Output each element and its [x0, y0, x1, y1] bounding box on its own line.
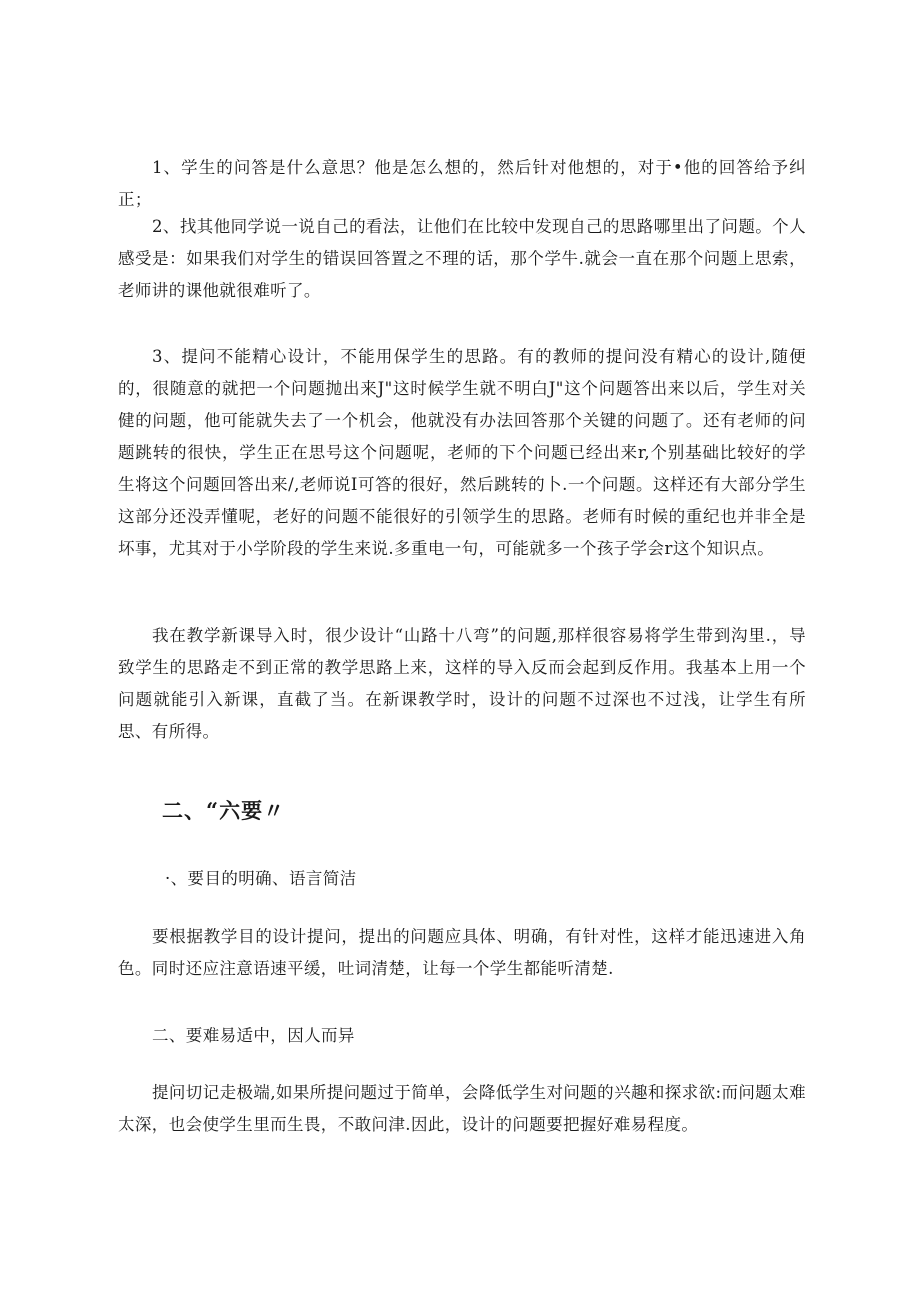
paragraph-2: 2、找其他同学说一说自己的看法，让他们在比较中发现自己的思路哪里出了问题。个人感受是：如果我们对学生的错误回答置之不理的话，那个学牛.就会一直在那个问题上思索，老师讲的课他就很难听了。 [118, 217, 806, 300]
item-1-title: ·、要目的明确、语言简洁 [165, 869, 357, 888]
paragraph-3: 3、提问不能精心设计，不能用保学生的思路。有的教师的提问没有精心的设计,随便的，很随意的就把一个问题抛出来J"这时候学生就不明白J"这个问题答出来以后，学生对关健的问题，他可能就失去了一个机会，他就没有办法回答那个关键的问题了。还有老师的问题跳转的很快，学生正在思号这个问题呢，老师的下个问题已经出来r,个别基础比较好的学生将这个问题回答出来/,老师说I可答的很好，然后跳转的卜.一个问题。这样还有大部分学生这部分还没弄懂呢，老好的问题不能很好的引领学生的思路。老师有时候的重纪也并非全是坏事，尤其对于小学阶段的学生来说.多重电一句，可能就多一个孩子学会r这个知识点。 [118, 347, 806, 558]
item-1-body: 要根据教学目的设计提问，提出的问题应具体、明确，有针对性，这样才能迅速进入角色。同时还应注意语速平缓，吐词清楚，让每一个学生都能听清楚. [118, 927, 806, 978]
item-2-title: 二、要难易适中，因人而异 [152, 1026, 355, 1045]
section-heading: 二、“六要〃 [162, 798, 286, 823]
item-2-body: 提问切记走极端,如果所提问题过于简单，会降低学生对问题的兴趣和探求欲:而问题太难太深，也会使学生里而生畏，不敢问津.因此，设计的问题要把握好难易程度。 [118, 1083, 806, 1134]
paragraph-1: 1、学生的问答是什么意思？他是怎么想的，然后针对他想的，对于•他的回答给予纠正； [118, 158, 806, 209]
paragraph-4: 我在教学新课导入时，很少设计“山路十八弯”的问题,那样很容易将学生带到沟里.，导致学生的思路走不到正常的教学思路上来，这样的导入反而会起到反作用。我基本上用一个问题就能引入新课，直截了当。在新课教学时，设计的问题不过深也不过浅，让学生有所思、有所得。 [118, 626, 806, 741]
